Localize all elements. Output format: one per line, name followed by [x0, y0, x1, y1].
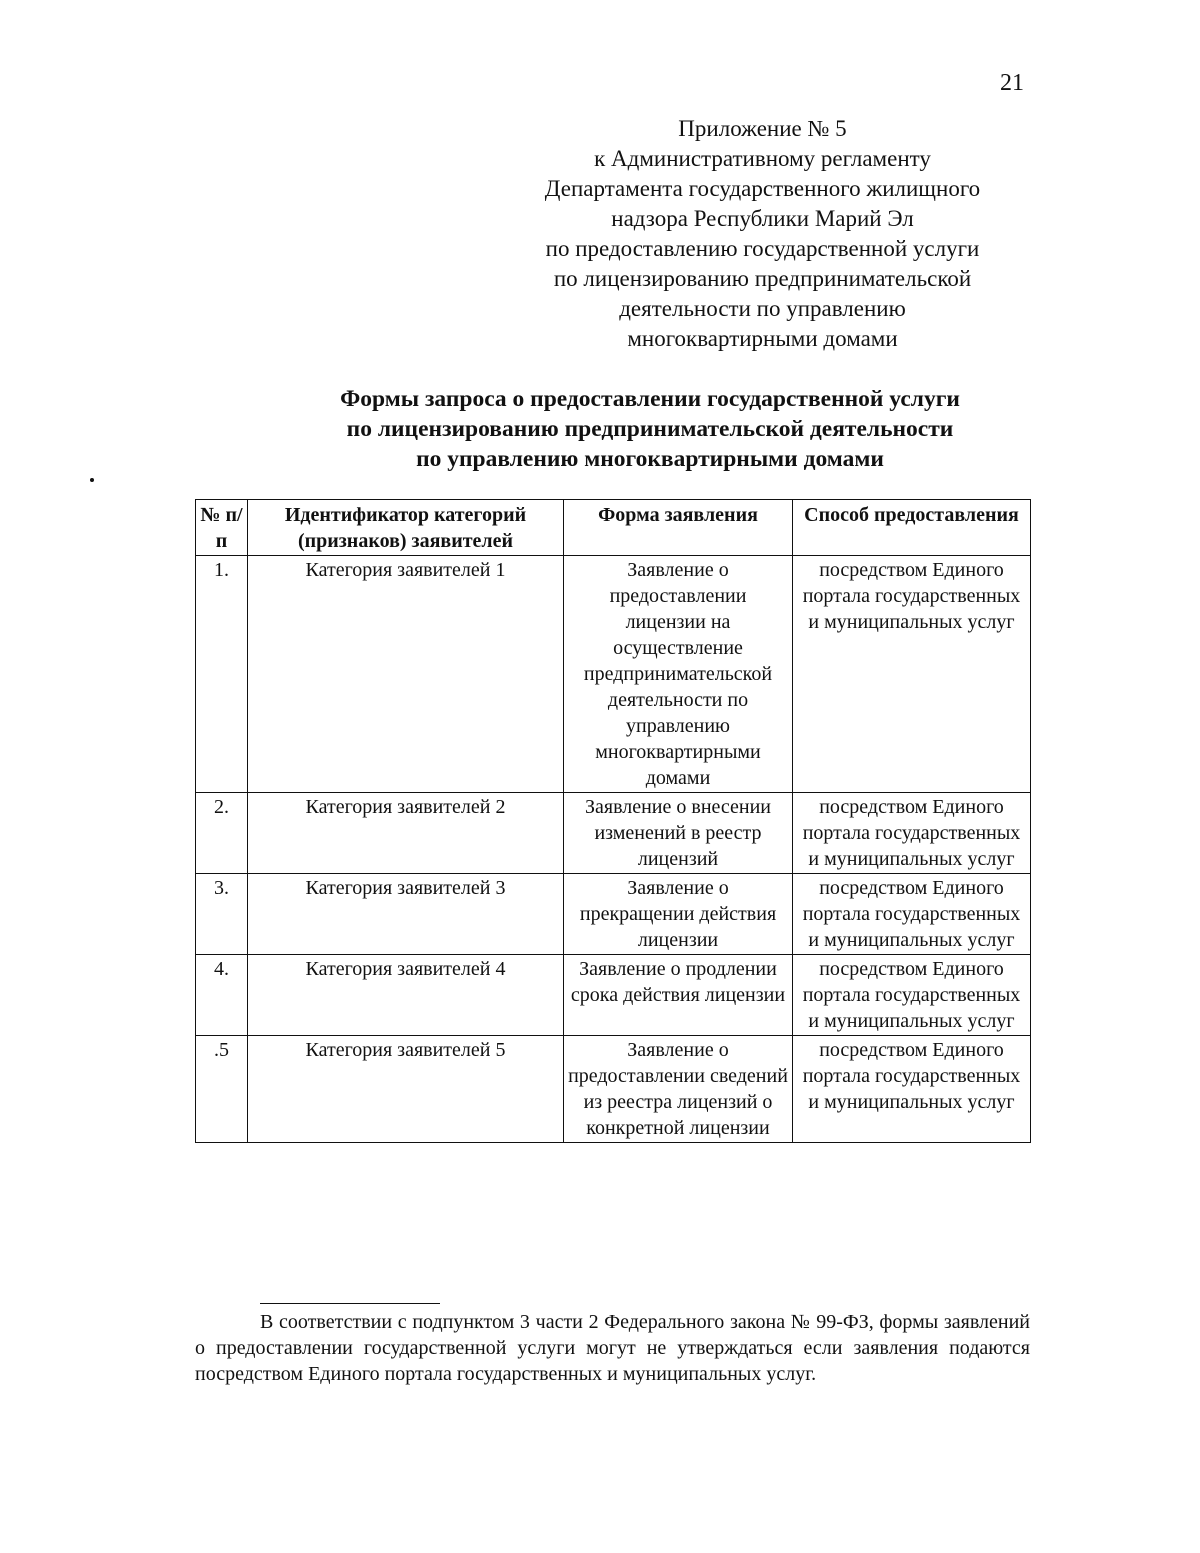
header-num: № п/п: [196, 500, 248, 556]
appendix-header: [500, 114, 1025, 354]
row-method: посредством Единого портала государственных и муниципальных услуг: [793, 955, 1031, 1036]
appendix-line: по лицензированию предпринимательской: [553, 266, 972, 291]
row-form: Заявление о продлении срока действия лицензии: [564, 955, 793, 1036]
row-form: Заявление о предоставлении сведений из реестра лицензий о конкретной лицензии: [564, 1036, 793, 1143]
row-form: Заявление о прекращении действия лицензии: [564, 874, 793, 955]
row-num: .5: [196, 1036, 248, 1143]
title-line: Формы запроса о предоставлении государственной услуги: [340, 386, 960, 412]
row-num: 1.: [196, 556, 248, 793]
table-row: [196, 1036, 1031, 1143]
row-category: Категория заявителей 1: [248, 556, 564, 793]
row-form: Заявление о внесении изменений в реестр лицензий: [564, 793, 793, 874]
title-line: по управлению многоквартирными домами: [416, 446, 884, 472]
title-line: по лицензированию предпринимательской деятельности: [346, 416, 954, 442]
appendix-line: надзора Республики Марий Эл: [611, 206, 914, 231]
footnote: В соответствии с подпунктом 3 части 2 Федерального закона № 99-ФЗ, формы заявлений о предоставлении государственной услуги могут не утверждаться если заявления подаются посредством Единого портала государственных и муниципальных услуг.: [195, 1311, 1030, 1385]
header-form: Форма заявления: [564, 500, 793, 556]
document-title: [225, 384, 1075, 474]
row-num: 2.: [196, 793, 248, 874]
appendix-line: Приложение № 5: [678, 116, 847, 141]
row-category: Категория заявителей 4: [248, 955, 564, 1036]
row-method: посредством Единого портала государственных и муниципальных услуг: [793, 556, 1031, 793]
page-number: 21: [1000, 70, 1024, 96]
row-form: Заявление о предоставлении лицензии на осуществление предпринимательской деятельности по управлению многоквартирными домами: [564, 556, 793, 793]
row-method: посредством Единого портала государственных и муниципальных услуг: [793, 1036, 1031, 1143]
forms-table: [195, 499, 1031, 1143]
row-method: посредством Единого портала государственных и муниципальных услуг: [793, 793, 1031, 874]
table-row: [196, 793, 1031, 874]
row-num: 4.: [196, 955, 248, 1036]
stray-dot: [90, 478, 94, 482]
table-row: [196, 955, 1031, 1036]
row-category: Категория заявителей 2: [248, 793, 564, 874]
header-category: Идентификатор категорий (признаков) заявителей: [248, 500, 564, 556]
row-num: 3.: [196, 874, 248, 955]
appendix-line: многоквартирными домами: [627, 326, 898, 351]
header-method: Способ предоставления: [793, 500, 1031, 556]
table-row: [196, 874, 1031, 955]
row-category: Категория заявителей 5: [248, 1036, 564, 1143]
table-header-row: [196, 500, 1031, 556]
footnote-separator: [260, 1303, 440, 1304]
table-row: [196, 556, 1031, 793]
appendix-line: к Административному регламенту: [594, 146, 931, 171]
appendix-line: деятельности по управлению: [619, 296, 906, 321]
appendix-line: по предоставлению государственной услуги: [545, 236, 980, 261]
row-category: Категория заявителей 3: [248, 874, 564, 955]
appendix-line: Департамента государственного жилищного: [544, 176, 981, 201]
row-method: посредством Единого портала государственных и муниципальных услуг: [793, 874, 1031, 955]
